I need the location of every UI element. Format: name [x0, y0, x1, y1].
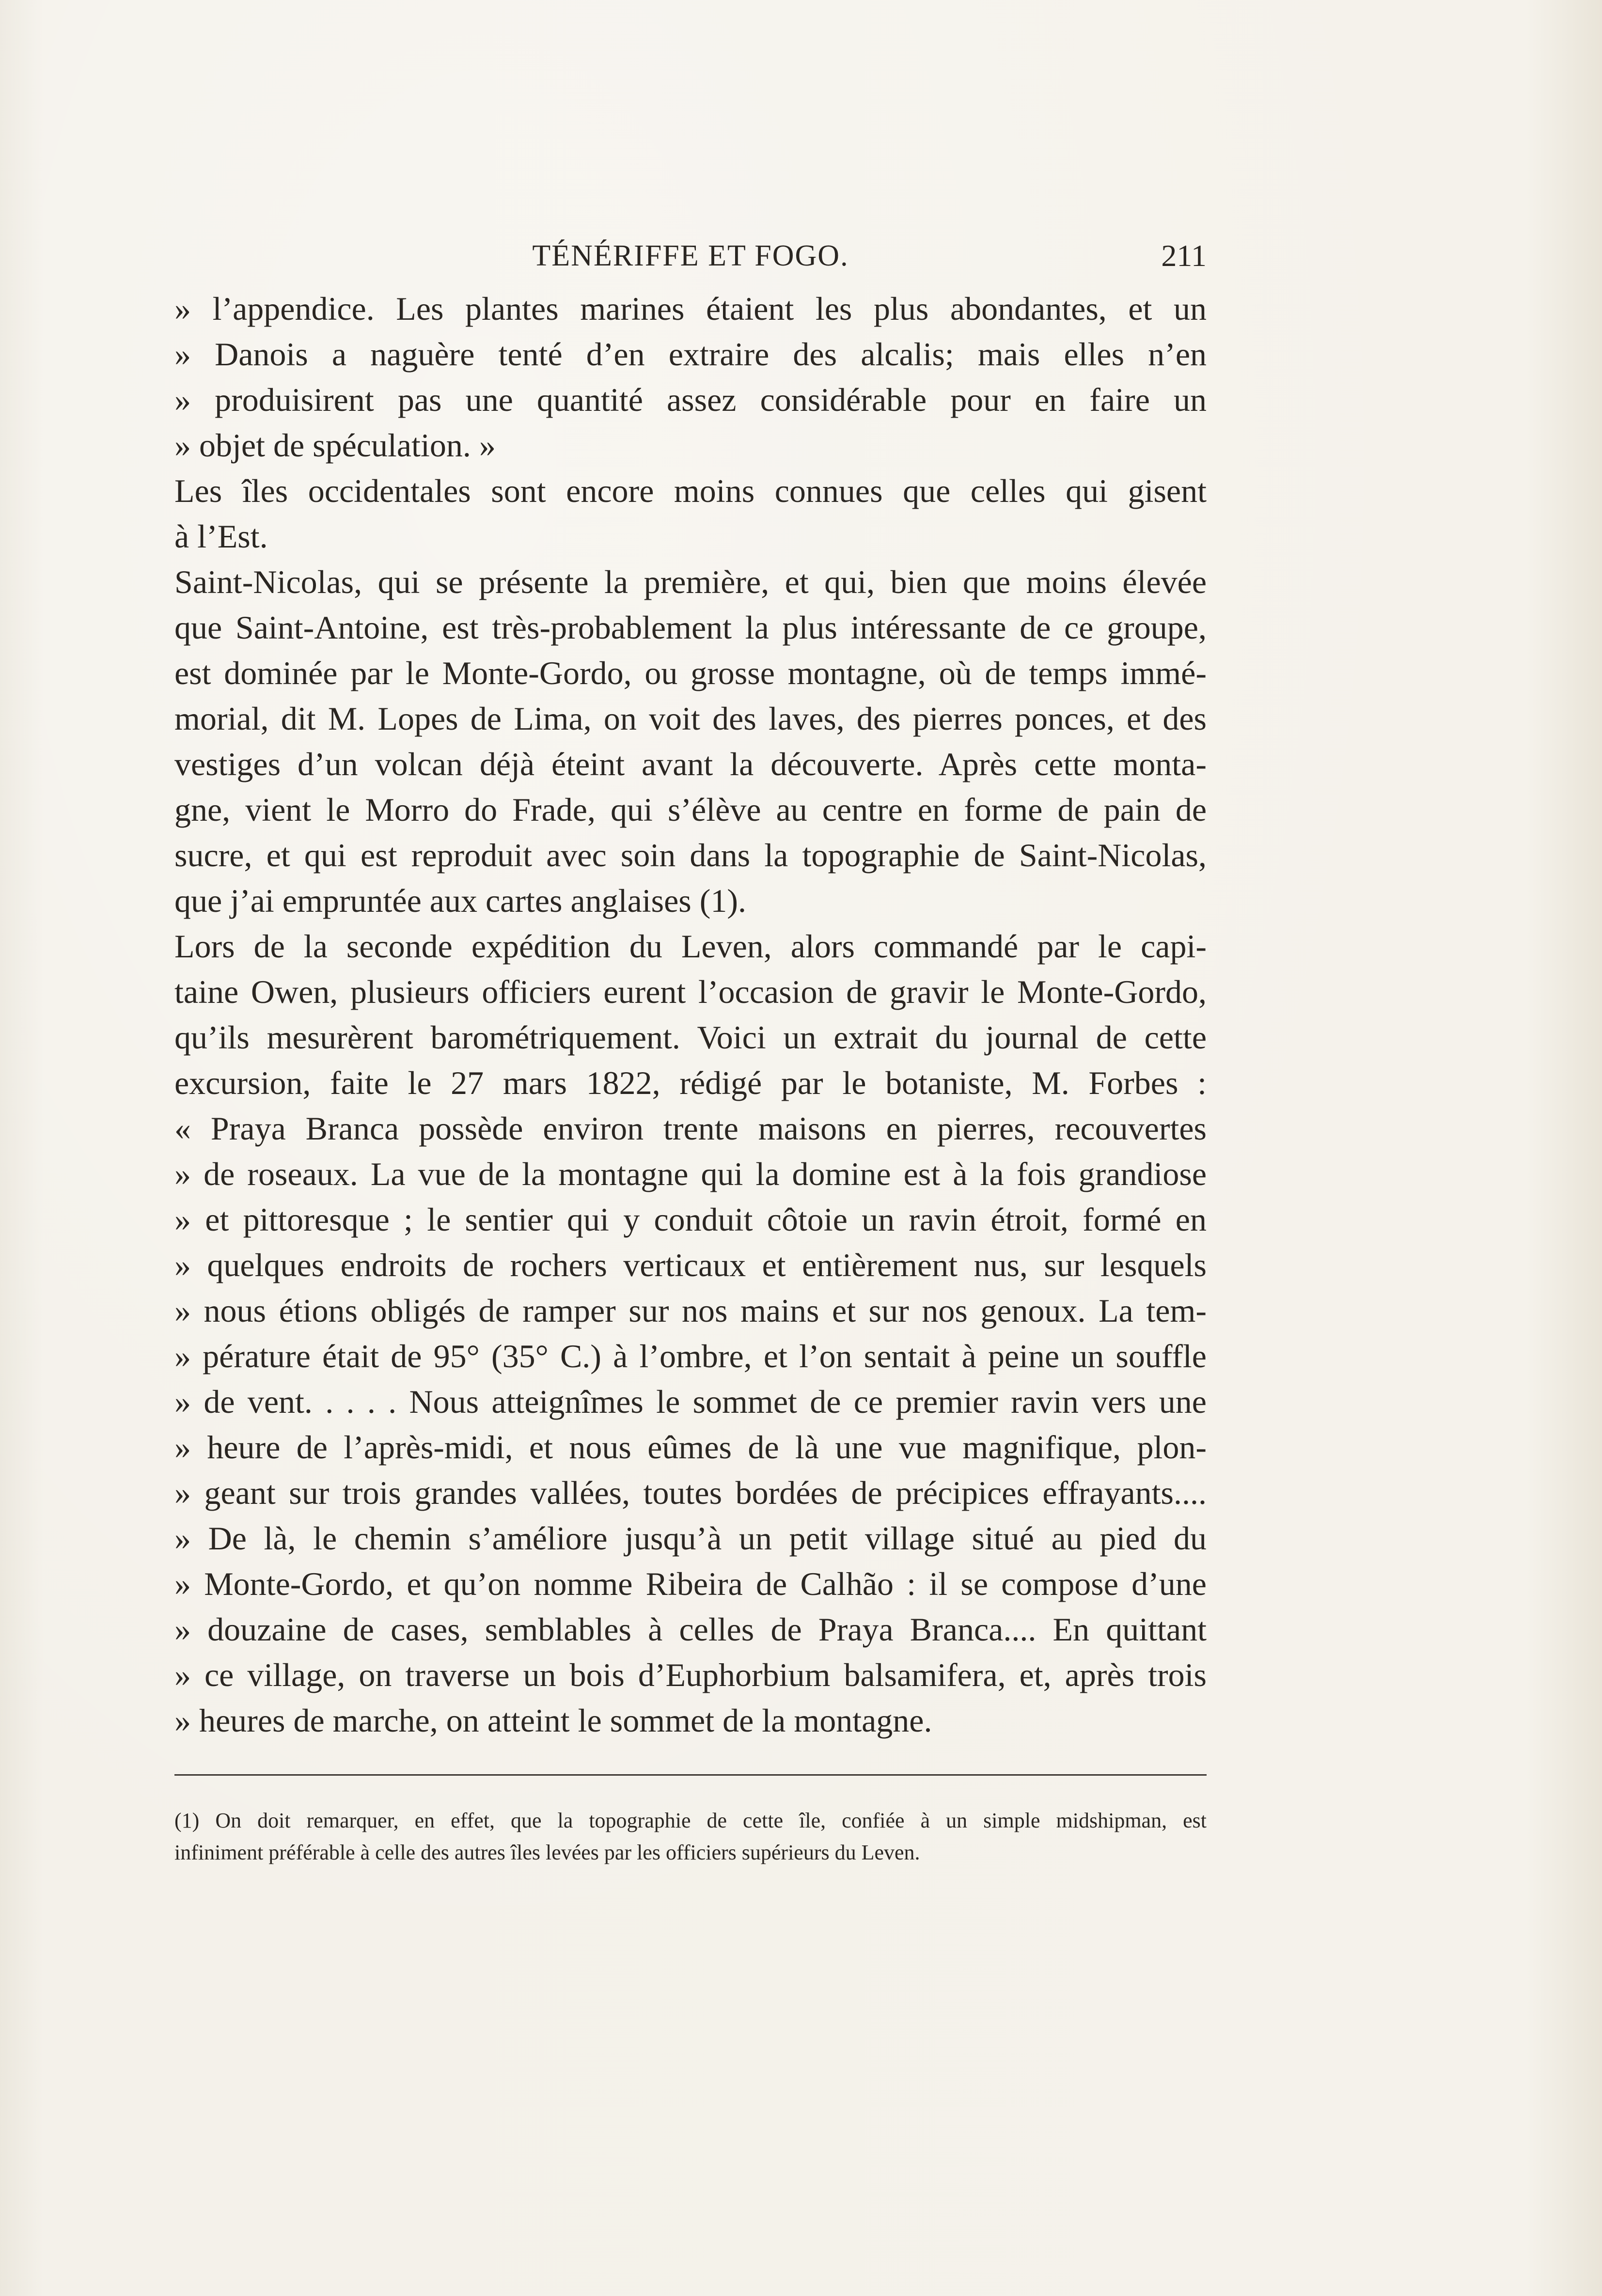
page-number: 211 — [1161, 238, 1207, 273]
text-line: » heures de marche, on atteint le sommet de la montagne. — [174, 1702, 932, 1739]
text-line: » geant sur trois grandes vallées, toutes bordées de précipices effrayants.... — [174, 1474, 1207, 1511]
text-line: taine Owen, plusieurs officiers eurent l’occasion de gravir le Monte-Gordo, — [174, 973, 1207, 1010]
text-line: morial, dit M. Lopes de Lima, on voit des laves, des pierres ponces, et des — [174, 700, 1207, 737]
text-line: gne, vient le Morro do Frade, qui s’élève au centre en forme de pain de — [174, 791, 1207, 828]
text-line: à l’Est. — [174, 518, 268, 555]
text-line: » Monte-Gordo, et qu’on nomme Ribeira de Calhão : il se compose d’une — [174, 1565, 1207, 1602]
running-title: TÉNÉRIFFE ET FOGO. — [532, 239, 849, 272]
text-line: » quelques endroits de rochers verticaux et entièrement nus, sur lesquels — [174, 1247, 1207, 1283]
page-header — [174, 236, 1207, 275]
footnote — [174, 1805, 1207, 1869]
text-line: » et pittoresque ; le sentier qui y conduit côtoie un ravin étroit, formé en — [174, 1201, 1207, 1238]
text-line: » nous étions obligés de ramper sur nos mains et sur nos genoux. La tem- — [174, 1292, 1207, 1329]
text-line: » heure de l’après-midi, et nous eûmes de là une vue magnifique, plon- — [174, 1429, 1207, 1466]
text-line: Les îles occidentales sont encore moins connues que celles qui gisent — [174, 472, 1207, 509]
footnote-divider — [174, 1774, 1207, 1776]
text-line: « Praya Branca possède environ trente maisons en pierres, recouvertes — [174, 1110, 1207, 1147]
text-line: que Saint-Antoine, est très-probablement la plus intéressante de ce groupe, — [174, 609, 1207, 646]
text-line: est dominée par le Monte-Gordo, ou grosse montagne, où de temps immé- — [174, 655, 1207, 691]
text-line: » ce village, on traverse un bois d’Euphorbium balsamifera, et, après trois — [174, 1656, 1207, 1693]
text-line: » objet de spéculation. » — [174, 427, 496, 464]
text-line: » pérature était de 95° (35° C.) à l’ombre, et l’on sentait à peine un souffle — [174, 1338, 1207, 1374]
text-line: » de vent. . . . . Nous atteignîmes le sommet de ce premier ravin vers une — [174, 1383, 1207, 1420]
text-line: » douzaine de cases, semblables à celles de Praya Branca.... En quittant — [174, 1611, 1207, 1648]
text-line: sucre, et qui est reproduit avec soin dans la topographie de Saint-Nicolas, — [174, 837, 1207, 874]
text-line: Lors de la seconde expédition du Leven, alors commandé par le capi- — [174, 928, 1207, 965]
text-line: » de roseaux. La vue de la montagne qui la domine est à la fois grandiose — [174, 1156, 1207, 1192]
text-line: Saint-Nicolas, qui se présente la première, et qui, bien que moins élevée — [174, 563, 1207, 600]
text-line: » produisirent pas une quantité assez considérable pour en faire un — [174, 381, 1207, 418]
footnote-line: infiniment préférable à celle des autres îles levées par les officiers supérieurs du Leven. — [174, 1841, 920, 1864]
text-line: excursion, faite le 27 mars 1822, rédigé par le botaniste, M. Forbes : — [174, 1064, 1207, 1101]
text-line: » Danois a naguère tenté d’en extraire des alcalis; mais elles n’en — [174, 336, 1207, 373]
body-text — [174, 286, 1207, 1743]
text-line: qu’ils mesurèrent barométriquement. Voici un extrait du journal de cette — [174, 1019, 1207, 1056]
text-line: » l’appendice. Les plantes marines étaient les plus abondantes, et un — [174, 290, 1207, 327]
text-line: que j’ai empruntée aux cartes anglaises (1). — [174, 882, 747, 919]
footnote-line: (1) On doit remarquer, en effet, que la topographie de cette île, confiée à un simple midshipman, est — [174, 1809, 1207, 1832]
text-line: vestiges d’un volcan déjà éteint avant la découverte. Après cette monta- — [174, 746, 1207, 782]
text-line: » De là, le chemin s’améliore jusqu’à un petit village situé au pied du — [174, 1520, 1207, 1557]
